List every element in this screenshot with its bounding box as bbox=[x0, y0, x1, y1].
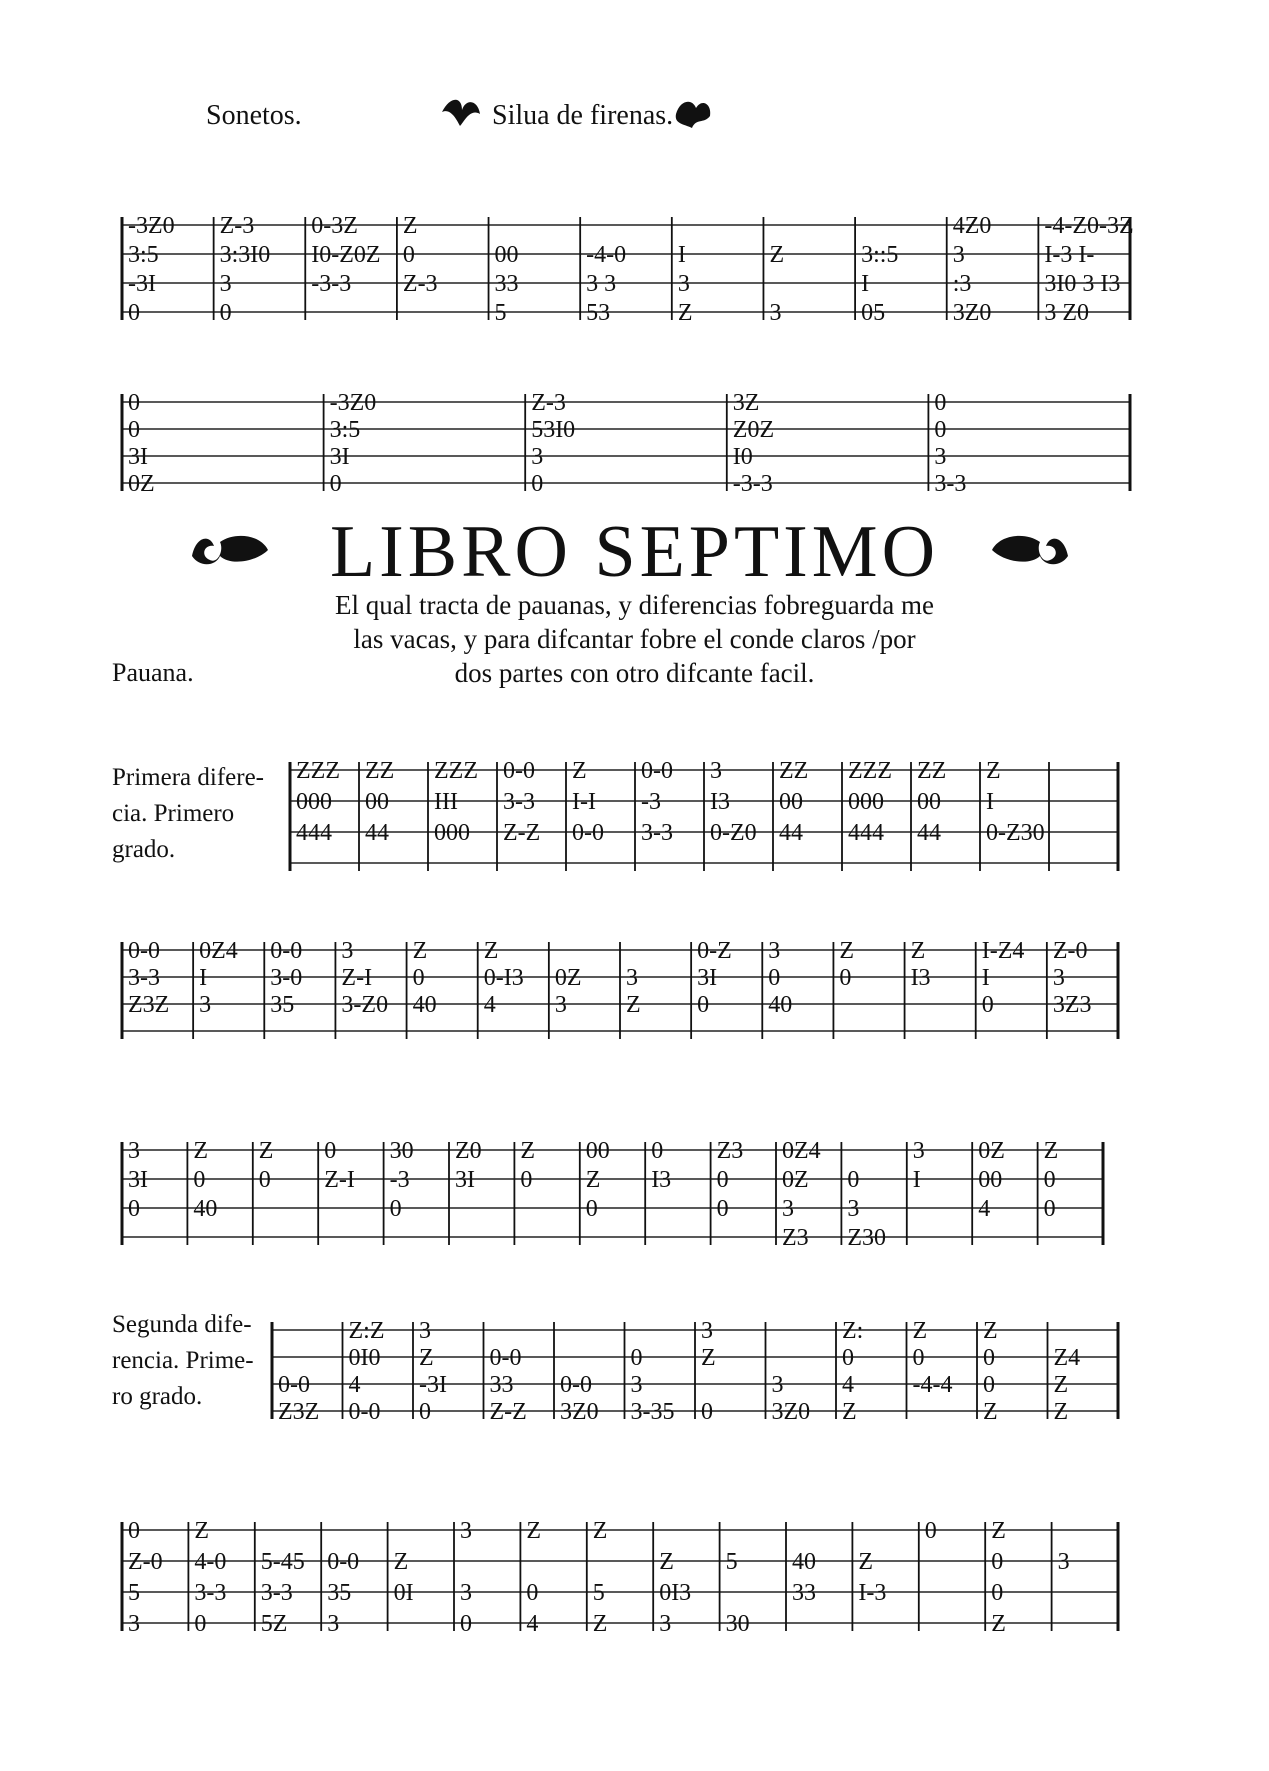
tab-figures: Z-0 bbox=[1052, 938, 1088, 964]
tab-figures: Z bbox=[592, 1518, 608, 1544]
tab-figures: Z bbox=[986, 758, 1001, 784]
tab-figures: Z-I bbox=[324, 1167, 355, 1193]
tab-figures: 0I bbox=[393, 1580, 414, 1606]
tab-figures: Z bbox=[592, 1611, 608, 1637]
tab-figures: 0Z4 bbox=[199, 938, 238, 964]
tab-figures: 35 bbox=[270, 992, 295, 1018]
tab-figures: 5 bbox=[592, 1580, 605, 1606]
tab-figures: 0 bbox=[194, 1611, 207, 1637]
tab-figures: Z-Z bbox=[489, 1399, 527, 1425]
tab-figures: I0 bbox=[732, 444, 753, 470]
tab-figures: Z:Z bbox=[348, 1318, 385, 1344]
tab-figures: 3-3 bbox=[260, 1580, 293, 1606]
tab-figures: Z bbox=[912, 1318, 928, 1344]
tab-figures: III bbox=[434, 789, 458, 815]
tab-figures: Z bbox=[983, 1399, 998, 1425]
tab-figures: ZZ bbox=[917, 758, 947, 784]
tab-figures: I bbox=[677, 242, 686, 268]
tab-figures: Z bbox=[402, 213, 418, 239]
tab-figures: 3 bbox=[768, 938, 781, 964]
tab-figures: 0 bbox=[697, 992, 710, 1018]
subtitle-line-1: El qual tracta de pauanas, y diferencias fobreguarda me bbox=[335, 590, 934, 620]
tab-figures: 0Z bbox=[782, 1167, 809, 1193]
tab-figures: Z bbox=[1053, 1372, 1069, 1398]
tab-figures: 3I0 3 I3 bbox=[1044, 271, 1121, 297]
tab-figures: 3 bbox=[1057, 1549, 1070, 1575]
label-line: rencia. Prime- bbox=[112, 1347, 254, 1374]
tab-figures: 4 bbox=[526, 1611, 539, 1637]
tab-figures: 0 bbox=[701, 1399, 713, 1425]
tab-figures: I bbox=[861, 271, 870, 297]
tab-figures: 0 bbox=[412, 965, 425, 991]
tab-figures: 0 bbox=[219, 300, 232, 326]
tab-figures: I bbox=[199, 965, 208, 991]
tab-figures: 3 bbox=[769, 300, 782, 326]
tab-figures: -3Z0 bbox=[329, 390, 377, 416]
tab-figures: Z3Z bbox=[128, 992, 170, 1018]
tab-figures: 3 3 bbox=[586, 271, 617, 297]
tab-figures: Z bbox=[393, 1549, 409, 1575]
tab-figures: -3 bbox=[389, 1167, 410, 1193]
tab-figures: Z bbox=[572, 758, 587, 784]
tablature-staff bbox=[272, 1318, 1118, 1425]
tab-figures: 3 bbox=[419, 1318, 431, 1344]
tab-figures: Z bbox=[842, 1399, 857, 1425]
tab-figures: 3 bbox=[341, 938, 354, 964]
tab-figures: Z3 bbox=[782, 1225, 809, 1251]
tab-figures: 3I bbox=[128, 1167, 148, 1193]
tab-figures: 0I0 bbox=[348, 1345, 381, 1371]
tab-figures: 40 bbox=[193, 1196, 218, 1222]
tab-figures: 0-0 bbox=[572, 820, 604, 846]
subtitle-line-3: dos partes con otro difcante facil. bbox=[454, 658, 815, 688]
tab-figures: 0-0 bbox=[503, 758, 535, 784]
tab-figures: I3 bbox=[651, 1167, 672, 1193]
tab-figures: Z-3 bbox=[402, 271, 438, 297]
tab-figures: 0 bbox=[128, 417, 140, 443]
tab-figures: 3 bbox=[460, 1580, 472, 1606]
tab-figures: 5 bbox=[128, 1580, 140, 1606]
tab-figures: Z: bbox=[842, 1318, 864, 1344]
tab-figures: Z bbox=[910, 938, 926, 964]
tab-figures: 0-0 bbox=[489, 1345, 522, 1371]
tab-figures: 0 bbox=[981, 992, 994, 1018]
tablature-staff bbox=[122, 1138, 1103, 1251]
tab-figures: 5 bbox=[494, 300, 507, 326]
tab-figures: 0 bbox=[768, 965, 781, 991]
label-line: cia. Primero bbox=[112, 800, 235, 827]
tab-figures: 40 bbox=[768, 992, 793, 1018]
tab-figures: 0I3 bbox=[659, 1580, 692, 1606]
tab-figures: 0 bbox=[934, 390, 947, 416]
tab-figures: 0 bbox=[329, 471, 342, 497]
tab-figures: 0 bbox=[585, 1196, 598, 1222]
tab-figures: 0 bbox=[258, 1167, 271, 1193]
tab-figures: 0-0 bbox=[641, 758, 673, 784]
tab-figures: 4 bbox=[842, 1372, 854, 1398]
tab-figures: 3 bbox=[626, 965, 638, 991]
tab-figures: 0 bbox=[526, 1580, 539, 1606]
tab-figures: 0Z bbox=[978, 1138, 1005, 1164]
tab-figures: I-I bbox=[572, 789, 596, 815]
tab-figures: 3 bbox=[659, 1611, 672, 1637]
tab-figures: 0 bbox=[1043, 1167, 1056, 1193]
tab-figures: 00 bbox=[917, 789, 941, 815]
tab-figures: 0 bbox=[716, 1167, 729, 1193]
tab-figures: 0Z bbox=[554, 965, 582, 991]
tab-figures: 3 bbox=[782, 1196, 794, 1222]
tab-figures: Z-I bbox=[341, 965, 373, 991]
tab-figures: 0 bbox=[842, 1345, 854, 1371]
tablature-staff bbox=[122, 1518, 1118, 1637]
label-line: Segunda dife- bbox=[112, 1311, 252, 1338]
tab-figures: I-3 I- bbox=[1044, 242, 1095, 268]
tab-figures: :3 bbox=[952, 271, 972, 297]
tab-figures: 05 bbox=[861, 300, 886, 326]
tab-figures: Z bbox=[659, 1549, 674, 1575]
tab-figures: 5Z bbox=[260, 1611, 288, 1637]
tab-figures: -3-3 bbox=[311, 271, 352, 297]
label-line: ro grado. bbox=[112, 1383, 203, 1410]
tab-figures: -4-0 bbox=[586, 242, 627, 268]
tab-figures: -3I bbox=[128, 271, 156, 297]
tab-figures: Z bbox=[526, 1518, 542, 1544]
tab-figures: 44 bbox=[779, 820, 803, 846]
tab-figures: 3Z0 bbox=[952, 300, 992, 326]
tab-figures: 40 bbox=[412, 992, 437, 1018]
tab-figures: 0 bbox=[128, 1196, 140, 1222]
tab-figures: 3 bbox=[701, 1318, 713, 1344]
tab-figures: 5-45 bbox=[260, 1549, 305, 1575]
tab-figures: 0-0 bbox=[348, 1399, 381, 1425]
tab-figures: Z bbox=[701, 1345, 716, 1371]
tab-figures: 4-0 bbox=[194, 1549, 227, 1575]
tab-figures: I-3 bbox=[858, 1580, 887, 1606]
tab-figures: Z30 bbox=[847, 1225, 887, 1251]
tab-figures: Z bbox=[858, 1549, 874, 1575]
book-title: LIBRO SEPTIMO bbox=[329, 511, 940, 593]
tab-figures: 000 bbox=[296, 789, 332, 815]
tab-figures: 3-0 bbox=[270, 965, 303, 991]
tab-figures: -4-4 bbox=[912, 1372, 953, 1398]
tablature-staff bbox=[122, 213, 1134, 326]
tab-figures: 3 bbox=[554, 992, 567, 1018]
tab-figures: ZZ bbox=[779, 758, 809, 784]
tab-figures: 0 bbox=[128, 1518, 140, 1544]
tab-figures: Z bbox=[991, 1611, 1006, 1637]
tab-figures: 3 Z0 bbox=[1044, 300, 1090, 326]
tab-figures: 3 bbox=[531, 444, 544, 470]
tab-figures: 3:3I0 bbox=[219, 242, 271, 268]
tab-figures: ZZZ bbox=[848, 758, 892, 784]
tab-figures: 3 bbox=[952, 242, 965, 268]
tab-figures: Z bbox=[839, 938, 855, 964]
tab-figures: 3:5 bbox=[329, 417, 361, 443]
tab-figures: 3-3 bbox=[934, 471, 967, 497]
tab-figures: Z3 bbox=[716, 1138, 744, 1164]
tab-figures: 000 bbox=[848, 789, 884, 815]
tab-figures: 3 bbox=[912, 1138, 925, 1164]
tab-figures: Z bbox=[194, 1518, 210, 1544]
tab-figures: 3Z0 bbox=[771, 1399, 811, 1425]
tab-figures: 3 bbox=[199, 992, 212, 1018]
tab-figures: 0-0 bbox=[327, 1549, 360, 1575]
tab-figures: 53 bbox=[586, 300, 611, 326]
tab-figures: 0 bbox=[1043, 1196, 1056, 1222]
tab-figures: 3 bbox=[771, 1372, 784, 1398]
tab-figures: 3-Z0 bbox=[341, 992, 389, 1018]
tab-figures: 0 bbox=[991, 1580, 1004, 1606]
tab-figures: 3I bbox=[329, 444, 350, 470]
tab-figures: 00 bbox=[779, 789, 803, 815]
tab-figures: 44 bbox=[365, 820, 389, 846]
tab-figures: 3::5 bbox=[861, 242, 899, 268]
subtitle-line-2: las vacas, y para difcantar fobre el conde claros /por bbox=[353, 624, 916, 654]
tab-figures: 3Z0 bbox=[560, 1399, 599, 1425]
tab-figures: 000 bbox=[434, 820, 470, 846]
tab-figures: I bbox=[986, 789, 994, 815]
tab-figures: Z bbox=[769, 242, 785, 268]
tab-figures: 0 bbox=[419, 1399, 431, 1425]
tab-figures: 4 bbox=[483, 992, 496, 1018]
tab-figures: Z bbox=[626, 992, 641, 1018]
tab-figures: I3 bbox=[710, 789, 730, 815]
tab-figures: 0 bbox=[983, 1345, 995, 1371]
label-line: Primera difere- bbox=[112, 764, 265, 791]
tab-figures: 0 bbox=[839, 965, 852, 991]
tab-figures: 444 bbox=[848, 820, 884, 846]
tab-figures: -3 bbox=[641, 789, 661, 815]
tab-figures: 3 bbox=[630, 1372, 643, 1398]
tab-figures: 0 bbox=[193, 1167, 206, 1193]
tab-figures: Z bbox=[1043, 1138, 1059, 1164]
tab-figures: I-Z4 bbox=[981, 938, 1025, 964]
tab-figures: 0 bbox=[531, 471, 544, 497]
tab-figures: 0-0 bbox=[278, 1372, 310, 1398]
tab-figures: 3-3 bbox=[128, 965, 160, 991]
tab-figures: 3 bbox=[710, 758, 722, 784]
tab-figures: 0 bbox=[983, 1372, 995, 1398]
tab-figures: 5 bbox=[725, 1549, 738, 1575]
tab-figures: 0 bbox=[128, 300, 140, 326]
section-label-pauana: Pauana. bbox=[112, 658, 194, 687]
tab-figures: 0 bbox=[460, 1611, 472, 1637]
tab-figures: 53I0 bbox=[531, 417, 576, 443]
tab-figures: Z bbox=[520, 1138, 536, 1164]
tab-figures: Z-Z bbox=[503, 820, 541, 846]
tab-figures: 3-3 bbox=[194, 1580, 227, 1606]
tab-figures: 3Z bbox=[732, 390, 760, 416]
tab-figures: 0-I3 bbox=[483, 965, 524, 991]
tab-figures: 3-3 bbox=[503, 789, 535, 815]
tab-figures: 0 bbox=[651, 1138, 664, 1164]
tab-figures: Z-3 bbox=[531, 390, 566, 416]
tab-figures: I bbox=[912, 1167, 921, 1193]
tab-figures: 33 bbox=[489, 1372, 514, 1398]
tab-figures: 0-0 bbox=[270, 938, 303, 964]
tab-figures: 0 bbox=[128, 390, 140, 416]
tab-figures: 4 bbox=[348, 1372, 361, 1398]
tab-figures: 3 bbox=[327, 1611, 340, 1637]
tab-figures: 0-3Z bbox=[311, 213, 358, 239]
tab-figures: Z-0 bbox=[128, 1549, 163, 1575]
tab-figures: 33 bbox=[494, 271, 519, 297]
tab-figures: 0 bbox=[402, 242, 415, 268]
tab-figures: 4Z0 bbox=[952, 213, 992, 239]
tab-figures: Z bbox=[983, 1318, 998, 1344]
tab-figures: Z0 bbox=[455, 1138, 482, 1164]
tab-figures: 4 bbox=[978, 1196, 991, 1222]
tab-figures: 30 bbox=[725, 1611, 750, 1637]
tab-figures: 3 bbox=[847, 1196, 860, 1222]
tab-figures: 0 bbox=[520, 1167, 533, 1193]
tab-figures: Z0Z bbox=[732, 417, 775, 443]
tab-figures: 0-0 bbox=[128, 938, 160, 964]
tab-figures: 44 bbox=[917, 820, 941, 846]
tab-figures: 30 bbox=[389, 1138, 414, 1164]
tab-figures: Z4 bbox=[1053, 1345, 1081, 1371]
tab-figures: 3 bbox=[677, 271, 690, 297]
tab-figures: Z-3 bbox=[219, 213, 255, 239]
tab-figures: 3-35 bbox=[630, 1399, 675, 1425]
tab-figures: 3Z3 bbox=[1052, 992, 1092, 1018]
tab-figures: 40 bbox=[792, 1549, 816, 1575]
tab-figures: ZZZ bbox=[296, 758, 340, 784]
tab-figures: Z bbox=[483, 938, 499, 964]
tab-figures: 3 bbox=[128, 1138, 140, 1164]
tab-figures: 0-Z bbox=[697, 938, 732, 964]
tab-figures: 0 bbox=[389, 1196, 402, 1222]
tab-figures: 0 bbox=[991, 1549, 1004, 1575]
tablature-staff bbox=[122, 390, 1130, 497]
tab-figures: ZZ bbox=[365, 758, 395, 784]
tab-figures: 444 bbox=[296, 820, 332, 846]
tab-figures: 3 bbox=[1052, 965, 1065, 991]
tab-figures: 00 bbox=[494, 242, 519, 268]
tab-figures: ZZZ bbox=[434, 758, 478, 784]
tab-figures: Z bbox=[258, 1138, 274, 1164]
tab-figures: 3 bbox=[460, 1518, 472, 1544]
label-line: grado. bbox=[112, 836, 176, 863]
tab-figures: I3 bbox=[910, 965, 931, 991]
tab-figures: 0 bbox=[324, 1138, 337, 1164]
tab-figures: 0Z4 bbox=[782, 1138, 821, 1164]
tab-figures: 0 bbox=[912, 1345, 925, 1371]
tab-figures: 35 bbox=[327, 1580, 352, 1606]
tab-figures: 0-Z30 bbox=[986, 820, 1045, 846]
tab-figures: 0 bbox=[924, 1518, 937, 1544]
tab-figures: Z bbox=[1053, 1399, 1069, 1425]
tab-figures: Z bbox=[193, 1138, 209, 1164]
tab-figures: 00 bbox=[365, 789, 389, 815]
tab-figures: 3I bbox=[697, 965, 718, 991]
tab-figures: 0 bbox=[630, 1345, 643, 1371]
tab-figures: 00 bbox=[585, 1138, 610, 1164]
tab-figures: Z bbox=[412, 938, 428, 964]
tab-figures: -3Z0 bbox=[128, 213, 175, 239]
tab-figures: 0 bbox=[716, 1196, 729, 1222]
tab-figures: Z bbox=[991, 1518, 1006, 1544]
tab-figures: Z bbox=[585, 1167, 601, 1193]
tab-figures: 3:5 bbox=[128, 242, 159, 268]
tab-figures: 3 bbox=[219, 271, 232, 297]
tab-figures: Z bbox=[419, 1345, 434, 1371]
tab-figures: 0Z bbox=[128, 471, 155, 497]
tab-figures: 0 bbox=[847, 1167, 860, 1193]
tab-figures: Z3Z bbox=[278, 1399, 320, 1425]
running-header-right: Silua de firenas. bbox=[492, 100, 674, 131]
tab-figures: 0-Z0 bbox=[710, 820, 757, 846]
tablature-staff bbox=[122, 938, 1118, 1039]
running-header-left: Sonetos. bbox=[206, 100, 302, 131]
tab-figures: 3-3 bbox=[641, 820, 673, 846]
tab-figures: 33 bbox=[792, 1580, 816, 1606]
tab-figures: 0 bbox=[934, 417, 947, 443]
tab-figures: -4-Z0-3Z bbox=[1044, 213, 1134, 239]
tab-figures: -3I bbox=[419, 1372, 447, 1398]
tab-figures: Z bbox=[677, 300, 693, 326]
tab-figures: I bbox=[981, 965, 990, 991]
tab-figures: 3I bbox=[128, 444, 148, 470]
tablature-staff bbox=[290, 758, 1118, 871]
tab-figures: 3 bbox=[934, 444, 947, 470]
tab-figures: -3-3 bbox=[732, 471, 773, 497]
tab-figures: 0-0 bbox=[560, 1372, 592, 1398]
tab-figures: 00 bbox=[978, 1167, 1003, 1193]
tab-figures: 3 bbox=[128, 1611, 140, 1637]
tab-figures: I0-Z0Z bbox=[311, 242, 381, 268]
tab-figures: 3I bbox=[455, 1167, 475, 1193]
